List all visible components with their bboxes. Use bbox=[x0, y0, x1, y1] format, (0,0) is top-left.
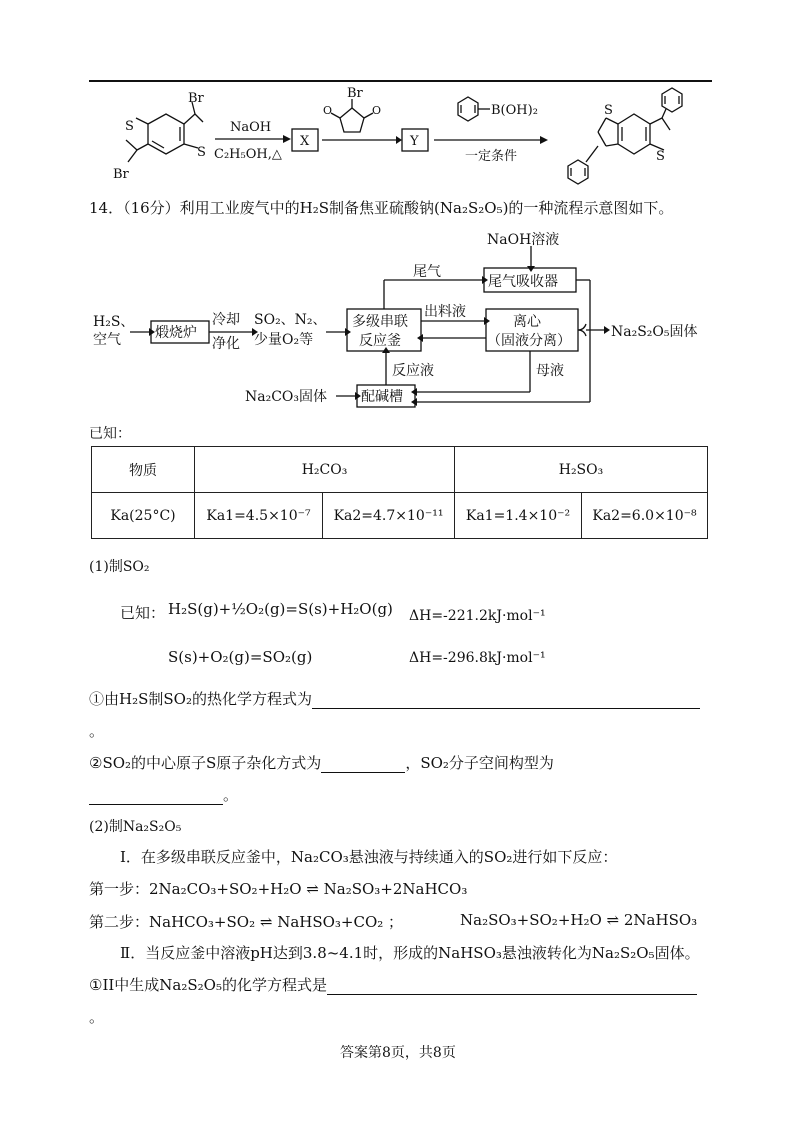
part2-ii-text: Ⅱ．当反应釜中溶液pH达到3.8~4.1时，形成的NaHSO₃悬浊液转化为Na₂S₂O₅固体。 bbox=[120, 944, 700, 962]
table-row-label: Ka(25°C) bbox=[92, 493, 195, 539]
svg-text:O: O bbox=[323, 104, 333, 117]
condition-label: 一定条件 bbox=[465, 149, 518, 164]
table-cell: Ka2=6.0×10⁻⁸ bbox=[582, 493, 708, 539]
part1-title: (1)制SO₂ bbox=[89, 559, 150, 575]
reactor-label-line2: 反应釜 bbox=[359, 333, 401, 349]
table-header-substance: 物质 bbox=[92, 447, 195, 493]
question-1-1 bbox=[89, 688, 700, 709]
question-header: 14．（16分）利用工业废气中的H₂S制备焦亚硫酸钠(Na₂S₂O₅)的一种流程示意图如下。 bbox=[89, 199, 674, 217]
sodium-carbonate-label: Na₂CO₃固体 bbox=[245, 389, 328, 405]
part2-title: (2)制Na₂S₂O₅ bbox=[89, 819, 182, 835]
question-2-1-end: 。 bbox=[89, 1008, 105, 1026]
reaction-step-1: 第一步：2Na₂CO₃+SO₂+H₂O ⇌ Na₂SO₃+2NaHCO₃ bbox=[89, 880, 468, 898]
tank-label: 配碱槽 bbox=[361, 389, 403, 405]
boronic-acid-label: B(OH)₂ bbox=[491, 103, 538, 118]
answer-blank-3[interactable] bbox=[89, 788, 223, 805]
feed-h2s-label: H₂S、 bbox=[93, 314, 135, 330]
sulfur-label-left: S bbox=[125, 119, 134, 134]
reaction-liquid-label: 反应液 bbox=[392, 363, 434, 379]
known-label: 已知： bbox=[89, 426, 131, 442]
product-sulfur-top: S bbox=[604, 103, 613, 118]
nbs-br-label: Br bbox=[347, 86, 363, 101]
question-1-2-text-b: ，SO₂分子空间构型为 bbox=[405, 754, 554, 772]
table-cell: Ka2=4.7×10⁻¹¹ bbox=[323, 493, 455, 539]
page-footer: 答案第8页，共8页 bbox=[340, 1045, 456, 1061]
absorber-label: 尾气吸收器 bbox=[488, 274, 558, 290]
question-1-1-text: ①由H₂S制SO₂的热化学方程式为 bbox=[89, 690, 312, 708]
question-1-1-end: 。 bbox=[89, 722, 105, 740]
question-1-2 bbox=[89, 752, 554, 773]
reagent-ethanol: C₂H₅OH,△ bbox=[214, 147, 282, 162]
naoh-solution-label: NaOH溶液 bbox=[487, 232, 560, 248]
feed-air-label: 空气 bbox=[93, 332, 121, 348]
furnace-label: 煅烧炉 bbox=[155, 325, 197, 341]
br-bottom-label: Br bbox=[113, 167, 129, 182]
table-header-h2co3: H₂CO₃ bbox=[195, 447, 455, 493]
answer-blank-4[interactable] bbox=[327, 978, 697, 995]
equation-2: S(s)+O₂(g)=SO₂(g) bbox=[168, 648, 313, 666]
equation-1: H₂S(g)+½O₂(g)=S(s)+H₂O(g) bbox=[168, 600, 393, 618]
purify-label: 净化 bbox=[212, 336, 240, 352]
reaction-step-2a: 第二步：NaHCO₃+SO₂ ⇌ NaHSO₃+CO₂ ； bbox=[89, 913, 404, 931]
svg-text:O: O bbox=[372, 104, 382, 117]
table-header-h2so3: H₂SO₃ bbox=[455, 447, 708, 493]
sulfur-label-right: S bbox=[197, 145, 206, 160]
question-1-2-end: 。 bbox=[223, 786, 239, 804]
answer-blank-1[interactable] bbox=[312, 692, 700, 709]
question-2-1-text: ①II中生成Na₂S₂O₅的化学方程式是 bbox=[89, 976, 327, 994]
process-flow-diagram bbox=[0, 220, 800, 420]
question-1-2-text-a: ②SO₂的中心原子S原子杂化方式为 bbox=[89, 754, 322, 772]
reactor-label-line1: 多级串联 bbox=[352, 314, 408, 330]
intermediate-y: Y bbox=[410, 134, 419, 149]
outflow-label: 出料液 bbox=[424, 304, 466, 320]
part1-known: 已知： bbox=[120, 604, 166, 622]
intermediate-x: X bbox=[300, 134, 310, 149]
product-sulfur-bottom: S bbox=[656, 149, 665, 164]
enthalpy-1: ΔH=-221.2kJ·mol⁻¹ bbox=[409, 608, 546, 624]
centrifuge-label: 离心 bbox=[513, 314, 541, 330]
reaction-step-2b: Na₂SO₃+SO₂+H₂O ⇌ 2NaHSO₃ bbox=[460, 911, 698, 929]
answer-blank-2[interactable] bbox=[321, 756, 405, 773]
question-2-1 bbox=[89, 974, 697, 995]
ka-table bbox=[91, 446, 708, 539]
br-top-label: Br bbox=[188, 91, 204, 106]
product-label: Na₂S₂O₅固体 bbox=[611, 324, 698, 340]
question-1-2-line bbox=[89, 784, 238, 805]
mother-liquor-label: 母液 bbox=[536, 363, 564, 379]
reagent-naoh: NaOH bbox=[230, 120, 272, 135]
tail-gas-label: 尾气 bbox=[413, 264, 441, 280]
part2-i-text: I．在多级串联反应釜中，Na₂CO₃悬浊液与持续通入的SO₂进行如下反应： bbox=[120, 848, 618, 866]
gas-mix-label: SO₂、N₂、 bbox=[254, 312, 327, 328]
enthalpy-2: ΔH=-296.8kJ·mol⁻¹ bbox=[409, 650, 546, 666]
table-cell: Ka1=1.4×10⁻² bbox=[455, 493, 582, 539]
table-cell: Ka1=4.5×10⁻⁷ bbox=[195, 493, 323, 539]
cooling-label: 冷却 bbox=[212, 312, 240, 328]
oxygen-label: 少量O₂等 bbox=[254, 332, 314, 348]
solid-liquid-label: （固液分离） bbox=[487, 333, 571, 349]
